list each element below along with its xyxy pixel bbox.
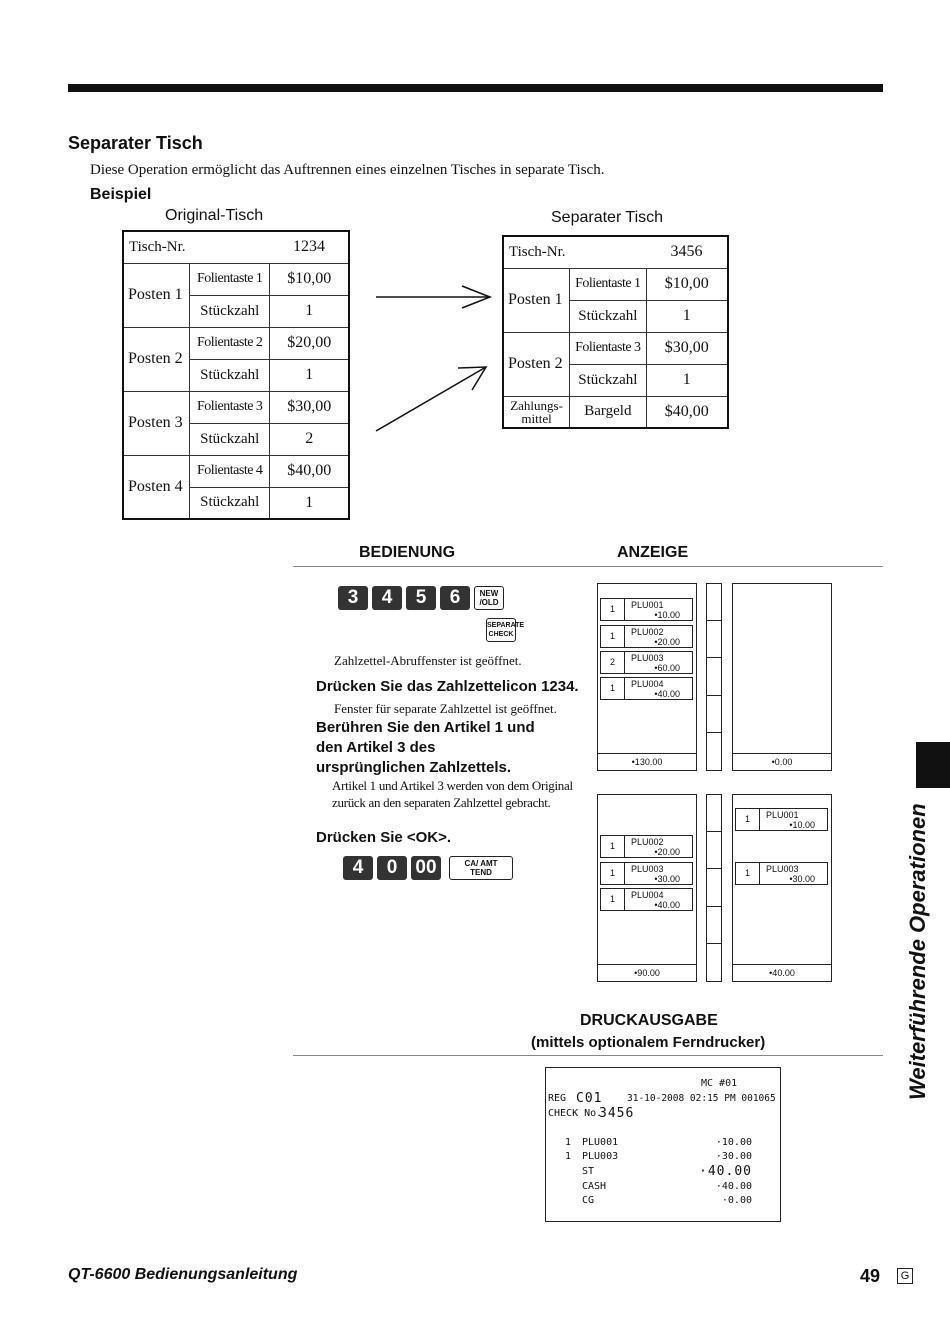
chapter-tab (916, 742, 950, 788)
payment-type: Bargeld (570, 396, 646, 428)
screen-total: •90.00 (598, 964, 696, 981)
scroll-strip[interactable] (706, 794, 722, 982)
note-2: Fenster für separate Zahlzettel ist geöffnet. (334, 701, 557, 716)
display-header: ANZEIGE (617, 544, 689, 561)
key-4[interactable]: 4 (343, 856, 373, 880)
key-0[interactable]: 0 (377, 856, 407, 880)
key-00[interactable]: 00 (411, 856, 441, 880)
list-item[interactable]: 1 PLU001 •10.00 (600, 598, 693, 621)
table-row (503, 396, 728, 428)
table-row: Posten 3 Folientaste 3 $30,00 (123, 391, 349, 423)
screen2-left-panel (597, 794, 697, 982)
list-item[interactable]: 1 PLU001 •10.00 (735, 808, 828, 831)
step-2: Berühren Sie den Artikel 1 und den Artikel 3 des ursprünglichen Zahlzettels. (316, 719, 535, 776)
payment-amount: $40,00 (646, 396, 728, 428)
key-6[interactable]: 6 (440, 586, 470, 610)
screen-total: •130.00 (598, 753, 696, 770)
table-no-label: Tisch-Nr. (503, 236, 646, 268)
table-no: 3456 (646, 236, 728, 268)
key-4[interactable]: 4 (372, 586, 402, 610)
list-item[interactable]: 1 PLU004 •40.00 (600, 677, 693, 700)
example-label: Beispiel (90, 186, 152, 203)
transfer-arrows (370, 280, 500, 440)
chapter-title: Weiterführende Operationen (905, 803, 930, 1100)
print-subheader: (mittels optionalem Ferndrucker) (531, 1034, 766, 1051)
key-3[interactable]: 3 (338, 586, 368, 610)
screen1-left-panel (597, 583, 697, 771)
receipt: MC #01 REG C01 31-10-2008 02:15 PM 001065 CHECK No. 3456 1 PLU001 ·10.00 1 PLU003 ·30.00 ST ·40.00 CASH ·40.00 CG ·0.00 (545, 1067, 781, 1222)
list-item[interactable]: 1 PLU002 •20.00 (600, 625, 693, 648)
list-item[interactable]: 2 PLU003 •60.00 (600, 651, 693, 674)
page-number: 49 (860, 1266, 881, 1286)
separate-check-key-wrap (486, 618, 525, 642)
print-rule (293, 1055, 883, 1056)
new-old-key[interactable]: NEW /OLD (474, 586, 504, 610)
screen1-right-panel (732, 583, 832, 771)
key-5[interactable]: 5 (406, 586, 436, 610)
separate-table: Tisch-Nr. 3456 Posten 1 Folientaste 1 $10,00 Stückzahl 1 Posten 2 Folientaste 3 $30,00 Stückzahl 1 Zahlungs- mittel Bargeld $40,00 (502, 235, 729, 429)
payment-label: Zahlungs- mittel (503, 396, 570, 428)
table-row: Posten 1 Folientaste 1 $10,00 (123, 263, 349, 295)
intro-text: Diese Operation ermöglicht das Auftrennen eines einzelnen Tisches in separate Tisch. (90, 162, 605, 178)
separate-table-caption: Separater Tisch (551, 209, 664, 226)
table-no-label: Tisch-Nr. (123, 231, 270, 263)
list-item[interactable]: 1 PLU004 •40.00 (600, 888, 693, 911)
screen-total: •0.00 (733, 753, 831, 770)
table-row: Posten 2 Folientaste 2 $20,00 (123, 327, 349, 359)
list-item[interactable]: 1 PLU002 •20.00 (600, 835, 693, 858)
screen-total: •40.00 (733, 964, 831, 981)
step-1: Drücken Sie das Zahlzettelicon 1234. (316, 678, 579, 695)
print-header: DRUCKAUSGABE (580, 1012, 718, 1029)
top-rule (68, 84, 883, 92)
separate-check-key[interactable]: SEPARATE CHECK (486, 618, 516, 642)
step-3: Drücken Sie <OK>. (316, 829, 452, 846)
scroll-strip[interactable] (706, 583, 722, 771)
ca-amt-tend-key[interactable]: CA/ AMT TEND (449, 856, 513, 880)
original-table: Tisch-Nr. 1234 Posten 1 Folientaste 1 $10,00 Stückzahl 1 Posten 2 Folientaste 2 $20,00 Stückzahl 1 Posten 3 Folientaste 3 $30,00 Stückzahl 2 Posten 4 Folientaste 4 $40,00 Stückzahl 1 (122, 230, 350, 520)
table-no: 1234 (270, 231, 349, 263)
list-item[interactable]: 1 PLU003 •30.00 (600, 862, 693, 885)
note-3: Artikel 1 und Artikel 3 werden von dem Original zurück an den separaten Zahlzettel gebracht. (332, 778, 573, 810)
key-row-1 (338, 586, 504, 610)
table-row: Posten 2 Folientaste 3 $30,00 (503, 332, 728, 364)
note-1: Zahlzettel-Abruffenster ist geöffnet. (334, 653, 522, 668)
list-item[interactable]: 1 PLU003 •30.00 (735, 862, 828, 885)
table-row: Posten 4 Folientaste 4 $40,00 (123, 455, 349, 487)
header-rule (293, 566, 883, 567)
screen2-right-panel (732, 794, 832, 982)
table-row: Posten 1 Folientaste 1 $10,00 (503, 268, 728, 300)
original-table-caption: Original-Tisch (165, 207, 264, 224)
operation-header: BEDIENUNG (359, 544, 456, 561)
manual-title: QT-6600 Bedienungsanleitung (68, 1266, 298, 1283)
section-title: Separater Tisch (68, 133, 203, 153)
key-row-2 (343, 856, 513, 880)
language-badge: G (897, 1268, 913, 1284)
